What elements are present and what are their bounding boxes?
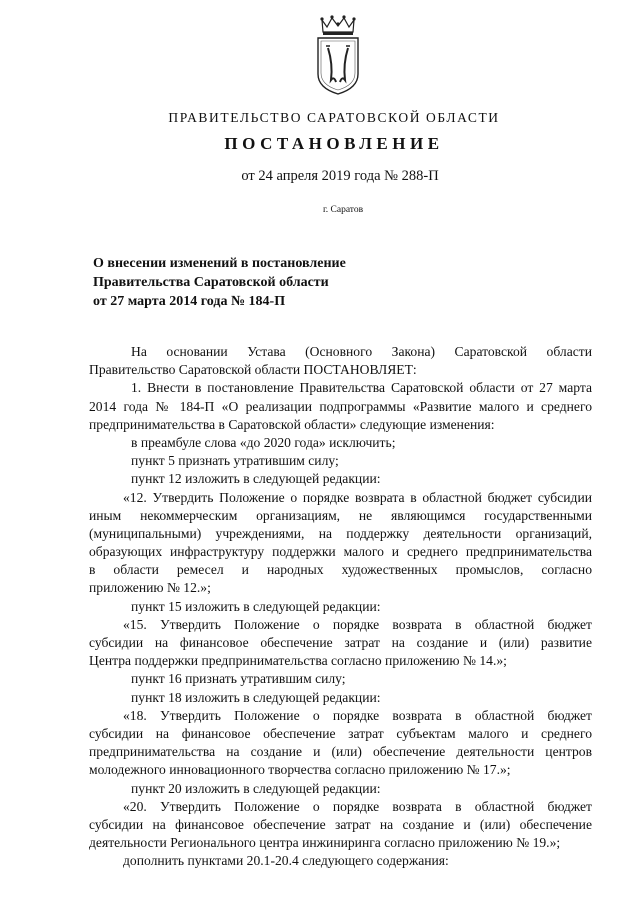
body-line: предпринимательства в Саратовской области» следующие изменения:	[89, 416, 495, 432]
body-line: 1. Внести в постановление Правительства Саратовской области от 27 марта	[131, 380, 592, 396]
coat-of-arms-icon	[313, 14, 363, 96]
body-line: дополнить пунктами 20.1-20.4 следующего содержания:	[123, 853, 449, 869]
subject-line: Правительства Саратовской области	[93, 275, 329, 290]
body-line: субсидии на финансовое обеспечение затрат на создание и (или) обеспечение	[89, 816, 592, 832]
body-line: Правительство Саратовской области ПОСТАНОВЛЯЕТ:	[89, 362, 417, 378]
body-line: «18. Утвердить Положение о порядке возврата в областной бюджет	[123, 707, 592, 723]
document-type: ПОСТАНОВЛЕНИЕ	[224, 134, 444, 153]
document-subject	[93, 254, 423, 311]
subject-line: от 27 марта 2014 года № 184-П	[93, 294, 286, 309]
body-line: пункт 15 изложить в следующей редакции:	[131, 598, 381, 614]
body-line: предпринимательства на создание и (или) обеспечение деятельности центров	[89, 744, 592, 760]
body-line: в области ремесел и народных художественных промыслов, согласно	[89, 562, 592, 578]
body-line: субсидии на финансовое обеспечение затрат субъектам малого и среднего	[89, 725, 592, 741]
body-line: (муниципальными) учреждениями, на поддержку деятельности организаций,	[89, 525, 592, 541]
body-line: приложению № 12.»;	[89, 580, 211, 596]
body-line: «20. Утвердить Положение о порядке возврата в областной бюджет	[123, 798, 592, 814]
body-line: субсидии на финансовое обеспечение затрат на создание и (или) развитие	[89, 635, 592, 650]
subject-line: О внесении изменений в постановление	[93, 256, 346, 271]
body-line: пункт 18 изложить в следующей редакции:	[131, 689, 381, 705]
document-city: г. Саратов	[322, 205, 364, 215]
body-line: пункт 12 изложить в следующей редакции:	[131, 471, 381, 487]
document-date-number: от 24 апреля 2019 года № 288-П	[241, 168, 439, 184]
body-line: иным некоммерческим организациям, не являющимся государственными	[89, 507, 592, 523]
body-line: образующих инфраструктуру поддержки малого и среднего предпринимательства	[89, 544, 592, 560]
body-line: пункт 20 изложить в следующей редакции:	[131, 780, 381, 796]
document-body	[89, 343, 592, 870]
body-line: молодежного инновационного творчества согласно приложению № 17.»;	[89, 762, 511, 778]
government-name: ПРАВИТЕЛЬСТВО САРАТОВСКОЙ ОБЛАСТИ	[168, 110, 500, 125]
body-line: пункт 5 признать утратившим силу;	[131, 453, 339, 469]
body-line: 2014 года № 184-П «О реализации подпрограммы «Развитие малого и среднего	[89, 398, 592, 414]
body-line: пункт 16 признать утратившим силу;	[131, 671, 346, 687]
body-line: На основании Устава (Основного Закона) Саратовской области	[131, 344, 592, 359]
body-line: деятельности Регионального центра инжиниринга согласно приложению № 19.»;	[89, 835, 561, 851]
body-line: Центра поддержки предпринимательства согласно приложению № 14.»;	[89, 653, 507, 669]
body-line: «15. Утвердить Положение о порядке возврата в областной бюджет	[123, 616, 592, 632]
body-line: в преамбуле слова «до 2020 года» исключить;	[131, 434, 396, 450]
body-line: «12. Утвердить Положение о порядке возврата в областной бюджет субсидии	[123, 489, 592, 505]
